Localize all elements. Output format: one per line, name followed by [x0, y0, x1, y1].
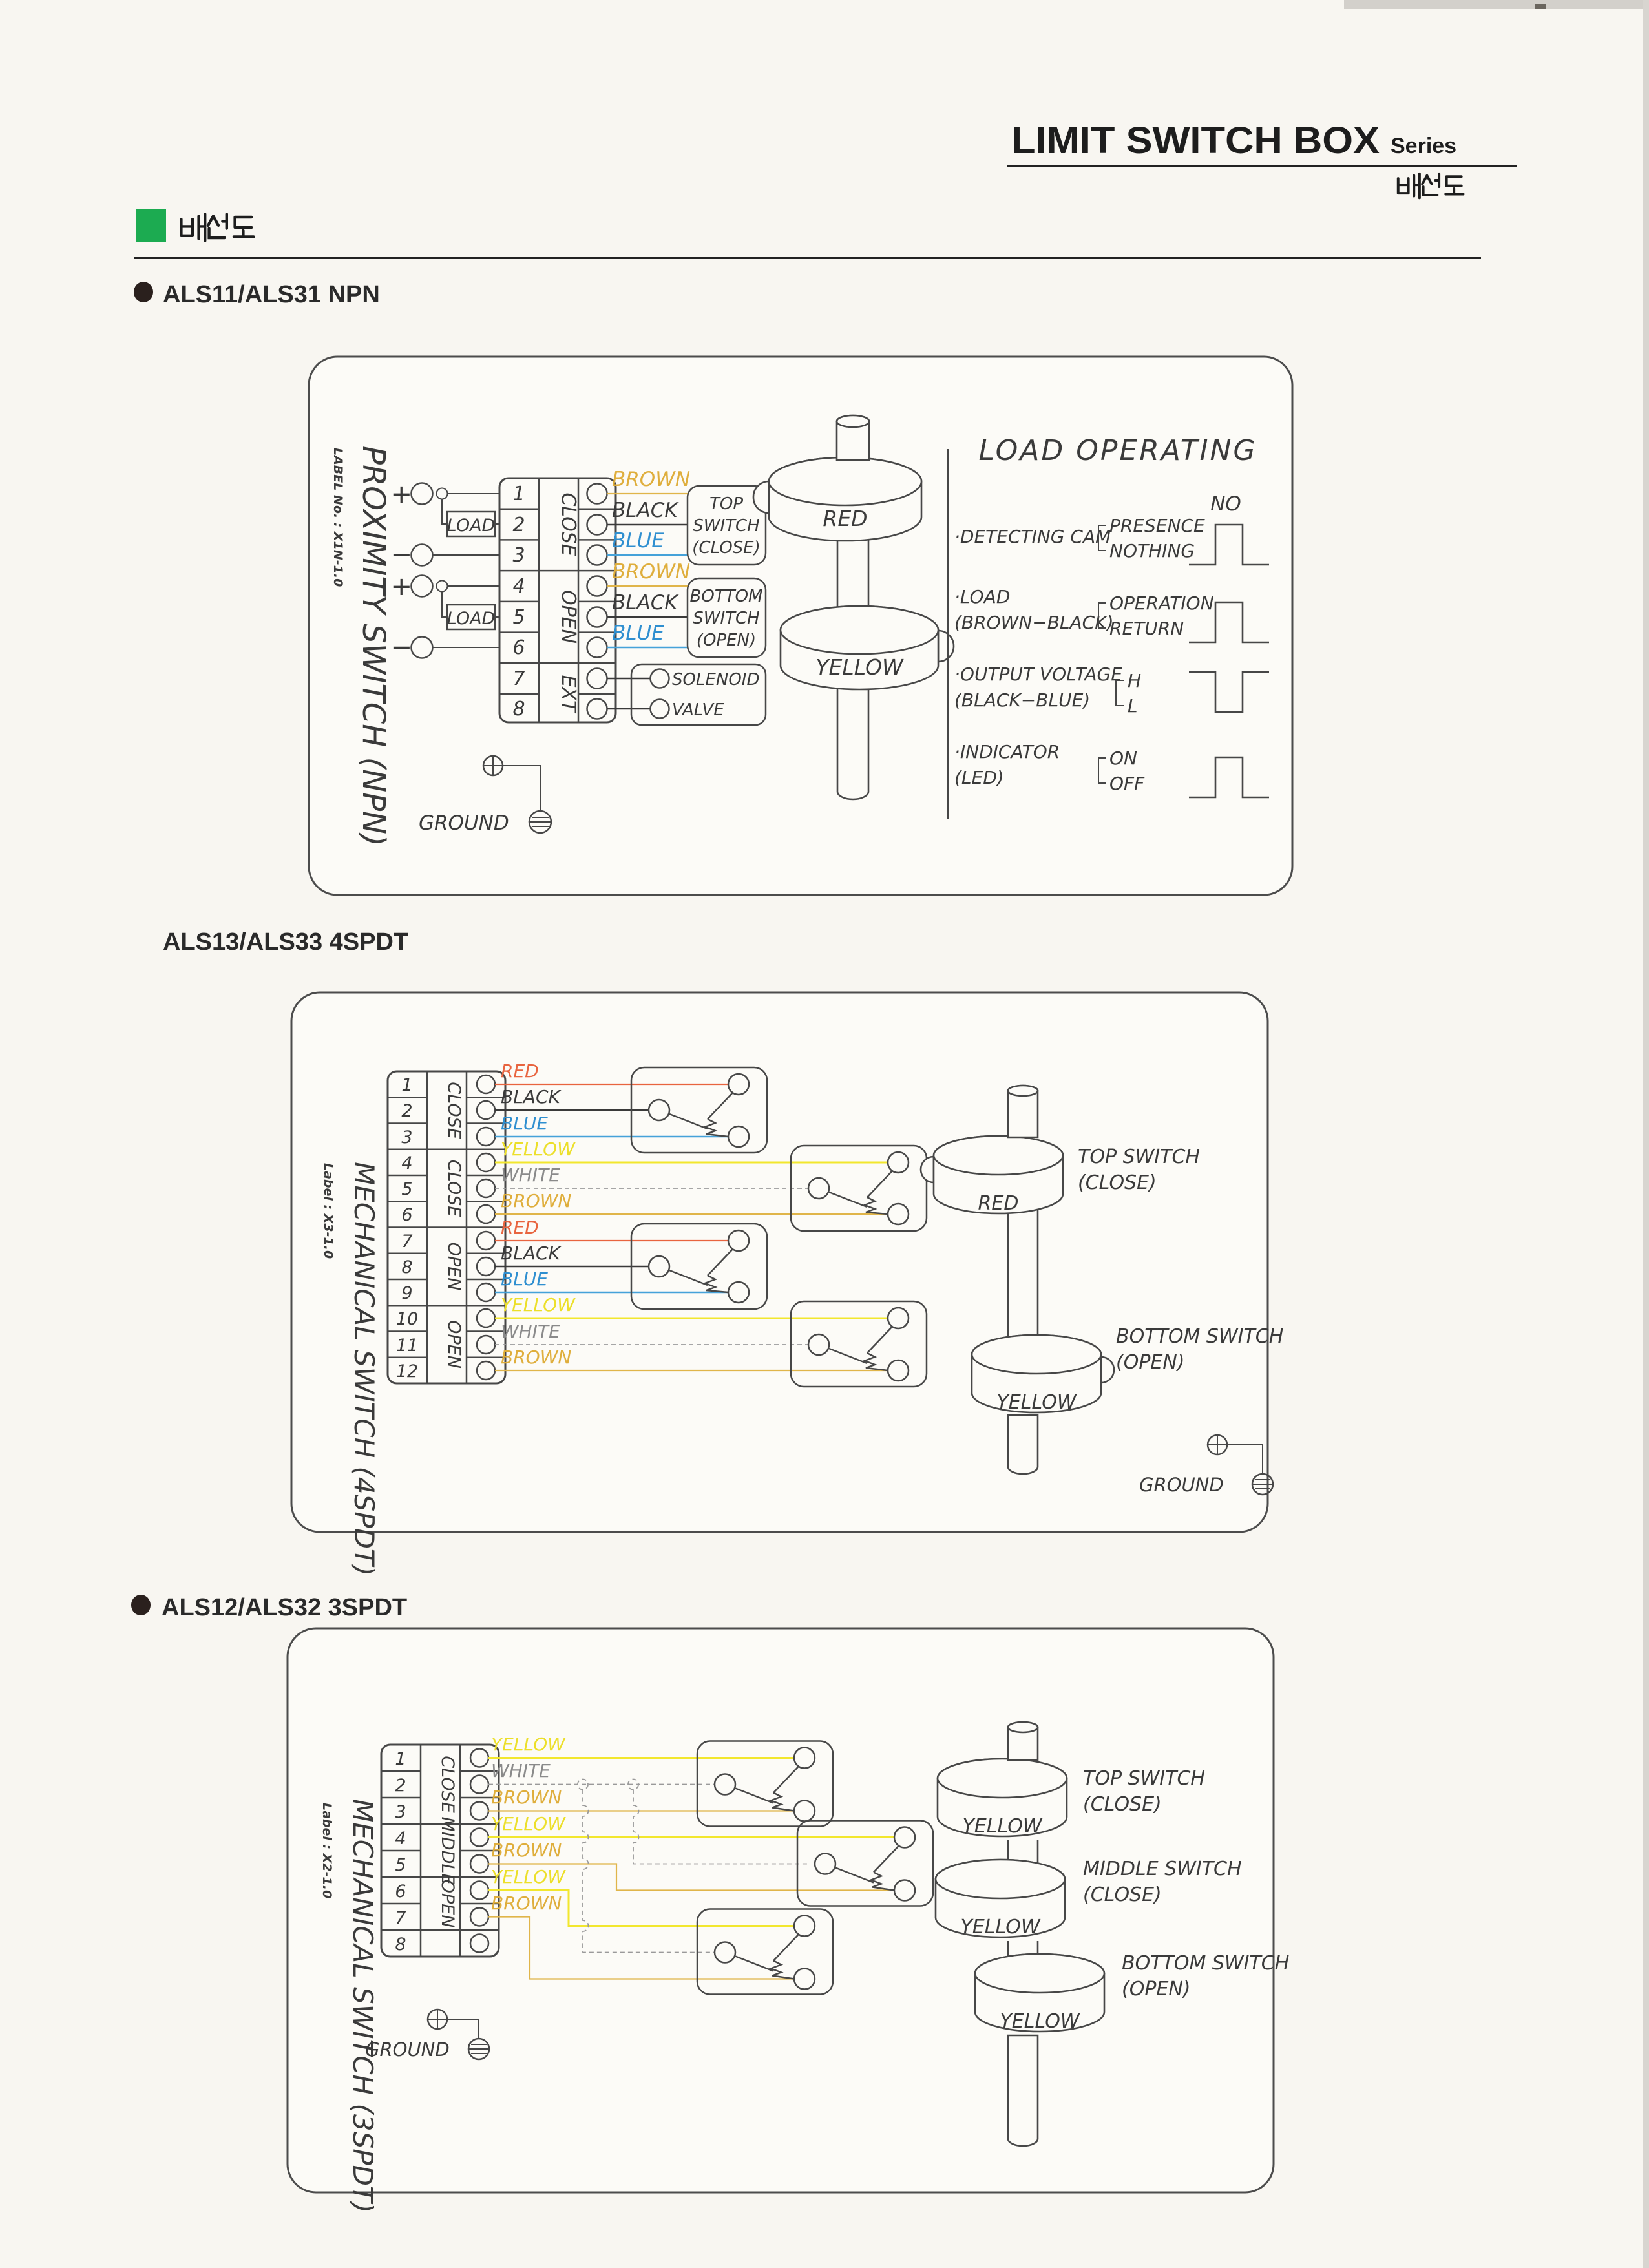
- cam-label: YELLOW: [960, 1916, 1040, 1938]
- group-label: OPEN: [437, 1879, 457, 1928]
- bullet-icon: [134, 282, 153, 302]
- solenoid-label: SOLENOID: [672, 670, 760, 689]
- ground-label: GROUND: [365, 2039, 450, 2061]
- terminal-number: 6: [395, 1882, 406, 1902]
- legend-high: ON: [1109, 748, 1137, 769]
- cam-caption: BOTTOM SWITCH: [1122, 1952, 1290, 1975]
- korean-caption-glyph: [1398, 174, 1464, 198]
- page-title: LIMIT SWITCH BOX: [1011, 120, 1380, 162]
- terminal-number: 5: [401, 1179, 413, 1199]
- group-label: EXT: [557, 675, 580, 713]
- wire-label: YELLOW: [491, 1734, 565, 1755]
- legend-label: ·DETECTING CAM: [954, 526, 1111, 547]
- legend-low: L: [1128, 695, 1138, 717]
- terminal-number: 11: [395, 1336, 419, 1356]
- diagram1-label-no: LABEL No. : X1N-1.0: [331, 448, 345, 587]
- page-title-series: Series: [1391, 134, 1457, 158]
- cam-caption: (CLOSE): [1078, 1171, 1157, 1194]
- terminal-number: 1: [395, 1749, 406, 1769]
- bottom-switch-line: BOTTOM: [689, 587, 763, 606]
- top-switch-line: SWITCH: [693, 516, 760, 536]
- legend-low: NOTHING: [1109, 540, 1195, 562]
- diagram-als12-als32-3spdt: [131, 1594, 1289, 2213]
- cam-top-label: RED: [823, 506, 868, 531]
- terminal-number: 9: [401, 1283, 413, 1303]
- bullet-icon: [131, 1595, 151, 1615]
- wire-label: WHITE: [501, 1164, 560, 1186]
- group-label: OPEN: [444, 1320, 464, 1369]
- top-switch-line: (CLOSE): [692, 538, 761, 558]
- cam-label: YELLOW: [1000, 2010, 1080, 2033]
- valve-label: VALVE: [672, 700, 724, 720]
- terminal-number: 8: [401, 1257, 413, 1277]
- wire-label: BLUE: [612, 622, 664, 645]
- ground-label: GROUND: [1139, 1474, 1224, 1496]
- terminal-number: 5: [512, 606, 525, 629]
- group-label: CLOSE: [444, 1159, 464, 1217]
- cam-caption: (CLOSE): [1083, 1884, 1162, 1906]
- wire-label: YELLOW: [491, 1866, 565, 1887]
- diagram3-card: [288, 1628, 1274, 2192]
- wire-label: YELLOW: [501, 1139, 575, 1160]
- diagram3-heading: ALS12/ALS32 3SPDT: [162, 1594, 408, 1621]
- terminal-number: 6: [401, 1205, 413, 1225]
- wire-label: YELLOW: [491, 1813, 565, 1834]
- group-label: OPEN: [444, 1242, 464, 1291]
- terminal-number: 12: [395, 1361, 419, 1381]
- cam-caption: MIDDLE SWITCH: [1083, 1858, 1242, 1880]
- terminal-number: 2: [395, 1776, 406, 1796]
- cam-caption: BOTTOM SWITCH: [1116, 1325, 1284, 1348]
- diagram-als11-als31-npn: [134, 281, 1292, 895]
- diagram2-side-label: MECHANICAL SWITCH (4SPDT): [348, 1162, 380, 1576]
- cam-caption: (OPEN): [1122, 1978, 1191, 2000]
- legend-low: OFF: [1109, 773, 1145, 794]
- cam-label: YELLOW: [962, 1815, 1042, 1838]
- cam-caption: TOP SWITCH: [1083, 1767, 1205, 1790]
- terminal-number: 3: [395, 1802, 406, 1822]
- ground-label: GROUND: [419, 812, 509, 835]
- group-label: CLOSE: [557, 492, 580, 556]
- legend-label: (LED): [954, 767, 1004, 788]
- group-label: CLOSE: [444, 1082, 464, 1139]
- terminal-number: 6: [512, 636, 525, 659]
- group-label: MIDDLE: [437, 1816, 457, 1885]
- terminal-number: 3: [512, 544, 525, 567]
- legend-label: ·INDICATOR: [954, 741, 1060, 762]
- wire-label: BLUE: [612, 529, 664, 552]
- wire-label: BLUE: [501, 1268, 548, 1290]
- terminal-number: 1: [401, 1075, 413, 1095]
- wire-label: BLUE: [501, 1113, 548, 1134]
- scan-speck: [1535, 4, 1546, 9]
- load-label: LOAD: [446, 516, 496, 536]
- wire-label: BROWN: [501, 1190, 572, 1212]
- diagram1-side-label: PROXIMITY SWITCH (NPN): [355, 446, 392, 846]
- diagram2-heading: ALS13/ALS33 4SPDT: [163, 929, 409, 956]
- page-header: [134, 120, 1517, 258]
- wire-label: RED: [501, 1060, 539, 1082]
- wire-label: BROWN: [501, 1347, 572, 1368]
- wire-label: RED: [501, 1217, 539, 1238]
- top-switch-line: TOP: [709, 494, 744, 514]
- legend-high: OPERATION: [1109, 593, 1214, 614]
- diagram3-label-no: Label : X2-1.0: [320, 1803, 334, 1899]
- cam-bottom-label: YELLOW: [815, 655, 903, 680]
- legend-no-label: NO: [1210, 492, 1241, 516]
- terminal-number: 4: [395, 1829, 406, 1849]
- legend-label: ·OUTPUT VOLTAGE: [954, 664, 1122, 685]
- group-label: CLOSE: [437, 1756, 457, 1813]
- wire-label: BROWN: [612, 560, 691, 583]
- bottom-switch-line: SWITCH: [693, 609, 760, 628]
- wire-label: BLACK: [612, 499, 678, 522]
- load-label: LOAD: [446, 609, 496, 629]
- minus-label: −: [390, 540, 412, 570]
- cam-caption: (CLOSE): [1083, 1793, 1162, 1816]
- wire-label: BLACK: [501, 1086, 560, 1108]
- cam-caption: TOP SWITCH: [1078, 1146, 1200, 1168]
- wire-label: BROWN: [491, 1840, 562, 1861]
- terminal-number: 4: [512, 575, 525, 598]
- cam-caption: (OPEN): [1116, 1351, 1185, 1374]
- diagram2-label-no: Label : X3-1.0: [321, 1163, 335, 1259]
- diagram1-heading: ALS11/ALS31 NPN: [163, 281, 380, 308]
- terminal-number: 8: [395, 1935, 406, 1955]
- legend-low: RETURN: [1109, 618, 1184, 639]
- terminal-number: 2: [401, 1101, 413, 1121]
- minus-label: −: [390, 633, 412, 662]
- legend-high: H: [1128, 670, 1142, 691]
- terminal-number: 10: [395, 1309, 419, 1329]
- bottom-switch-box: [688, 578, 766, 657]
- section-title-kr-glyph: [181, 214, 253, 241]
- wire-label: BLACK: [501, 1243, 560, 1264]
- section-accent-square: [136, 209, 166, 242]
- group-label: OPEN: [557, 589, 580, 644]
- terminal-number: 5: [395, 1855, 406, 1875]
- terminal-number: 7: [512, 667, 525, 690]
- terminal-number: 2: [512, 514, 525, 536]
- terminal-number: 7: [395, 1908, 406, 1928]
- wire-label: BLACK: [612, 591, 678, 614]
- wire-label: WHITE: [501, 1321, 560, 1342]
- wire-label: BROWN: [612, 468, 691, 491]
- plus-label: +: [390, 479, 412, 509]
- cam-bottom-label: YELLOW: [996, 1391, 1077, 1414]
- diagram2-card: [291, 992, 1268, 1532]
- wire-label: WHITE: [491, 1760, 551, 1781]
- legend-title: LOAD OPERATING: [978, 434, 1257, 467]
- terminal-number: 4: [401, 1153, 413, 1173]
- terminal-number: 8: [512, 698, 525, 720]
- diagram3-side-label: MECHANICAL SWITCH (3SPDT): [347, 1799, 379, 2213]
- cam-top-label: RED: [978, 1192, 1019, 1215]
- scan-edge-right: [1643, 0, 1649, 2268]
- legend-label: (BLACK−BLUE): [954, 689, 1091, 711]
- plus-label: +: [390, 572, 412, 602]
- terminal-number: 1: [512, 483, 525, 505]
- diagram-als13-als33-4spdt: [163, 929, 1283, 1576]
- wire-label: YELLOW: [501, 1294, 575, 1316]
- bottom-switch-line: (OPEN): [696, 631, 757, 650]
- terminal-number: 3: [401, 1128, 413, 1148]
- wire-label: BROWN: [491, 1893, 562, 1914]
- scan-edge-top: [1344, 0, 1643, 9]
- terminal-number: 7: [401, 1232, 413, 1252]
- legend-high: PRESENCE: [1109, 515, 1205, 536]
- legend-label: ·LOAD: [954, 586, 1011, 607]
- wire-label: BROWN: [491, 1787, 562, 1808]
- legend-label: (BROWN−BLACK): [954, 612, 1114, 633]
